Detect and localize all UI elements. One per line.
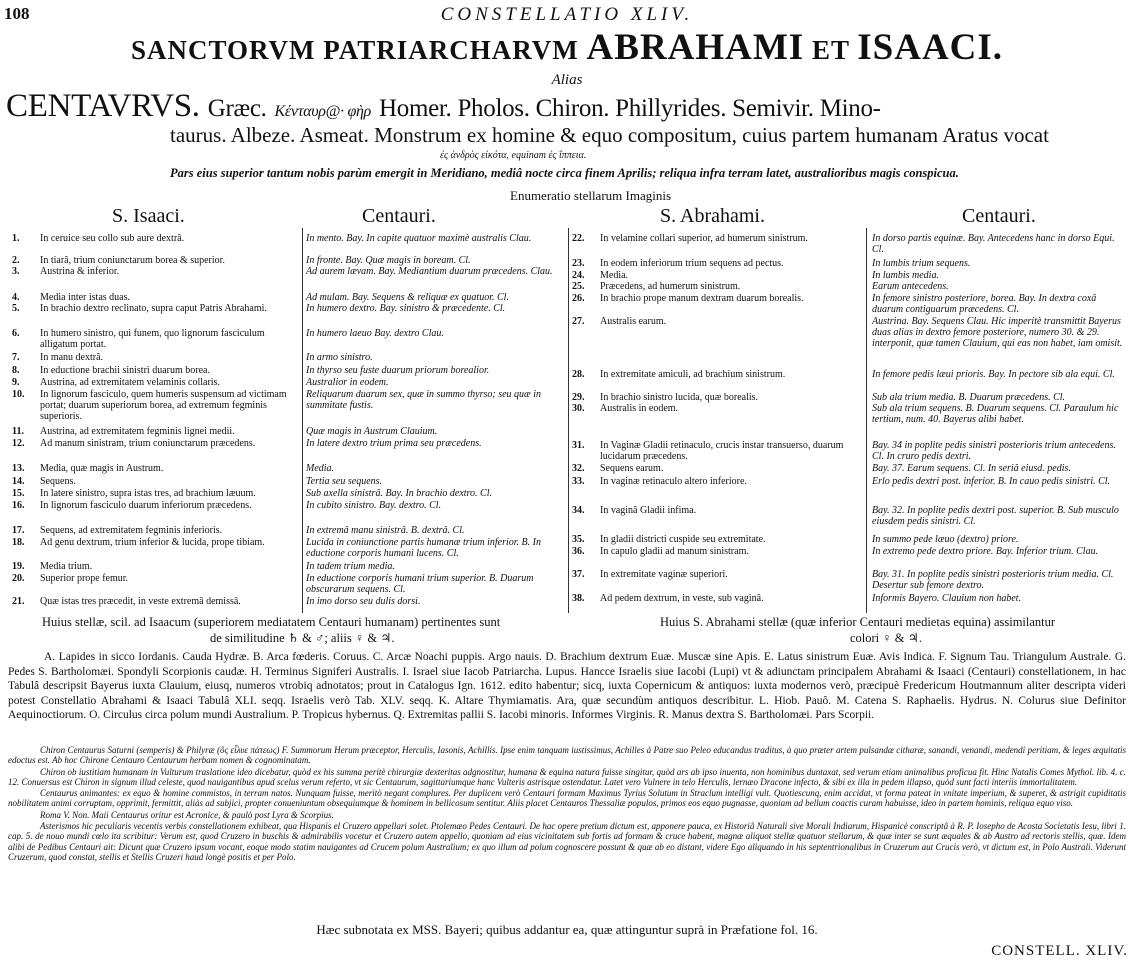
star-number: 4. <box>12 292 20 303</box>
centauri-description: In armo sinistro. <box>306 352 373 363</box>
star-number: 37. <box>572 569 585 580</box>
legend-paragraph: A. Lapides in sicco Iordanis. Cauda Hydræ. B. Arca fœderis. Coruus. C. Arcæ Noachi puppis. Argo nauis. D. Brachium dextrum Euæ. Muscæ sine Apis. E. Latus sinistrum Euæ. Avis Indica. F. Signum Tau. Triangulum Australe. G. Pedes S. Bartholomæi. Spondyli Scorpionis caudæ. H. Terminus Signiferi Australis. I. Israel siue Iacob Patriarcha. Lupus. Hancce Israelis siue Iacobi (Lupi) vt & adiunctam principalem Abrahami & Isaaci (Centauri) constellationem, in hac Tabulâ descripsit Bayerus iuxta Clauium, eiusq, numeros vtrobiq adnotatos; prout in Catalogus Ign. 1612. edito habentur; sicq, iuxta Copernicum & antiquos: iuxta modernos verò, præcipuè Fredericum Houtmannum aliter descripta videri potest Constellatio Abrahami & Isaaci Tabulâ XLI. seqq. Israelis verò Tab. XLV. seqq. K. Altare Thymiamatis. Ara, quæ secundùm antiquos describitur. L. Hiob. Pauô. M. Catena S. Raphaelis. Hydrus. N. Colurus siue Definitor Aequinoctiorum. O. Circulus circa polum mundi Australium. P. Tropicus hybernus. Q. Extremitas pallii S. Iacobi minoris. Informes Virginis. R. Manus dextra S. Bartholomæi. Pars Scorpii. <box>8 651 1126 721</box>
star-description: In brachio sinistro lucida, quæ borealis. <box>600 392 759 403</box>
star-description: Ad genu dextrum, trium inferior & lucida, prope tibiam. <box>40 537 265 548</box>
centauri-description: Quæ magis in Austrum Clauium. <box>306 426 438 437</box>
star-number: 10. <box>12 389 25 400</box>
star-description: Quæ istas tres præcedit, in veste extremâ demissâ. <box>40 596 241 607</box>
star-description: In brachio dextro reclinato, supra caput Patris Abrahami. <box>40 303 267 314</box>
centauri-description: Ad mulam. Bay. Sequens & reliquæ ex quatuor. Cl. <box>306 292 509 303</box>
column-divider <box>866 228 867 613</box>
footer-constell: CONSTELL. XLIV. <box>991 943 1128 959</box>
centauri-description: Media. <box>306 463 335 474</box>
star-number: 15. <box>12 488 25 499</box>
footer-note: Hæc subnotata ex MSS. Bayeri; quibus addantur ea, quæ attinguntur suprà in Præfatione fol. 16. <box>316 922 818 937</box>
star-description: Australis in eodem. <box>600 403 679 414</box>
star-number: 38. <box>572 593 585 604</box>
star-number: 8. <box>12 365 20 376</box>
note-paragraph: Centaurus animantes: ex equo & homine commistos, in terram natos. Nunquam fuisse, meritò negant complures. Per duplicem verò Centauri formam Maximus Tyrius Solutum in Straclum intelligi vult. Quotiescunq, enim accidat, vt forma pateat in vnitate imperium, & superet, & astrigit cupiditatis nobilitatem animi corruptam, opprimit, fermittit, aliàs ad subjici, propter conueniuntum obsequiumque & hominem in bellicosum sentitur. Aliis placet Centauros Thessaliæ populos, primos eos equo pugnasse, quoniam ad bellum coactis curam habuisse, ideo in partem hominis, reliqua equo viso. <box>8 788 1126 809</box>
star-description: Ad pedem dextrum, in veste, sub vaginâ. <box>600 593 764 604</box>
star-description: Superior prope femur. <box>40 573 129 584</box>
centauri-description: In thyrso seu fuste duarum priorum borealior. <box>306 365 490 376</box>
column-divider <box>302 228 303 613</box>
names-line-1 <box>6 88 881 125</box>
centauri-description: Bay. 31. In poplite pedis sinistri posterioris trium media. Cl. Desertur sub femore dextro. <box>872 569 1114 591</box>
centauri-description: Lucida in coniunctione partis humanæ trium inferior. B. In eductione corporis humani lucens. Cl. <box>306 537 541 559</box>
notes-section <box>8 745 1126 863</box>
title-et: ET <box>811 35 850 65</box>
star-number: 23. <box>572 258 585 269</box>
star-description: In tiarâ, trium coniunctarum borea & superior. <box>40 255 225 266</box>
star-description: Austrina & inferior. <box>40 266 120 277</box>
star-number: 29. <box>572 392 585 403</box>
centauri-description: Bay. 37. Earum sequens. Cl. In seriâ eiusd. pedis. <box>872 463 1071 474</box>
star-number: 6. <box>12 328 20 339</box>
star-description: Austrina, ad extremitatem velaminis collaris. <box>40 377 220 388</box>
star-description: In manu dextrâ. <box>40 352 104 363</box>
star-description: In brachio prope manum dextram duarum borealis. <box>600 293 804 304</box>
star-description: Præcedens, ad humerum sinistrum. <box>600 281 741 292</box>
star-number: 22. <box>572 233 585 244</box>
centauri-description: In extremâ manu sinistrâ. B. dextrâ. Cl. <box>306 525 465 536</box>
star-description: In ceruice seu collo sub aure dextrâ. <box>40 233 185 244</box>
centauri-description: Reliquarum duarum sex, quæ in summo thyrso; seu quæ in summitate fustis. <box>306 389 541 411</box>
star-number: 2. <box>12 255 20 266</box>
star-number: 7. <box>12 352 20 363</box>
centauri-description: In lumbis trium sequens. <box>872 258 971 269</box>
column-divider <box>568 228 569 613</box>
centauri-description: In dorso partis equinæ. Bay. Antecedens hanc in dorso Equi. Cl. <box>872 233 1115 255</box>
centauri-description: Informis Bayero. Clauium non habet. <box>872 593 1022 604</box>
star-number: 21. <box>12 596 25 607</box>
centauri-description: Sub ala trium sequens. B. Duarum sequens. Cl. Paraulum hic tertium, num. 40. Bayerus alibi habet. <box>872 403 1119 425</box>
star-number: 1. <box>12 233 20 244</box>
star-description: In Vaginæ Gladii retinaculo, crucis instar transuerso, duarum lucidarum præcedens. <box>600 440 844 462</box>
column-head-s-isaaci: S. Isaaci. <box>112 205 185 227</box>
star-description: Media trium. <box>40 561 93 572</box>
centauri-description: Bay. 34 in poplite pedis sinistri posterioris trium antecedens. Cl. In cruro pedis dextri. <box>872 440 1116 462</box>
centauri-description: In mento. Bay. In capite quatuor maximè australis Clau. <box>306 233 532 244</box>
star-number: 32. <box>572 463 585 474</box>
names-big: CENTAVRVS. <box>6 88 200 124</box>
star-description: Sequens earum. <box>600 463 664 474</box>
names-greek: Κένταυρ@· φὴρ <box>274 103 372 120</box>
names-graec: Græc. <box>207 95 267 122</box>
names-rest: Homer. Pholos. Chiron. Phillyrides. Semivir. Mino- <box>379 95 881 122</box>
centauri-description: Sub ala trium media. B. Duarum præcedens. Cl. <box>872 392 1066 403</box>
star-description: In gladii districti cuspide seu extremitate. <box>600 534 766 545</box>
star-number: 18. <box>12 537 25 548</box>
centauri-description: Earum antecedens. <box>872 281 949 292</box>
centauri-description: In lumbis media. <box>872 270 939 281</box>
centauri-description: Ad aurem lævam. Bay. Mediantium duarum præcedens. Clau. <box>306 266 553 277</box>
centauri-description: In tadem trium media. <box>306 561 395 572</box>
title-name2: ISAACI. <box>857 27 1004 68</box>
star-number: 28. <box>572 369 585 380</box>
huius-abrahami-line-a: Huius S. Abrahami stellæ (quæ inferior Centauri medietas equina) assimilantur <box>660 615 1056 629</box>
star-description: Media inter istas duas. <box>40 292 130 303</box>
title-name: ABRAHAMI <box>586 27 805 68</box>
star-description: Austrina, ad extremitatem fegminis lignei medii. <box>40 426 235 437</box>
centauri-description: In latere dextro trium prima seu præcedens. <box>306 438 482 449</box>
star-number: 24. <box>572 270 585 281</box>
page-title <box>0 26 1134 69</box>
star-number: 20. <box>12 573 25 584</box>
centauri-description: Tertia seu sequens. <box>306 476 383 487</box>
note-paragraph: Roma V. Non. Maii Centaurus oritur est Acronice, & paulò post Lyra & Scorpius. <box>40 809 334 820</box>
pars-line: Pars eius superior tantum nobis parùm emergit in Meridiano, mediâ nocte circa finem Aprilis; reliqua infra terram latet, australioribus magis conspicua. <box>170 166 959 180</box>
alias-label: Alias <box>551 72 583 88</box>
star-description: In humero sinistro, qui funem, quo lignorum fasciculum alligatum portat. <box>40 328 265 350</box>
star-description: In latere sinistro, supra istas tres, ad brachium læuum. <box>40 488 256 499</box>
page-number: 108 <box>4 4 30 23</box>
centauri-description: In femore pedis læui prioris. Bay. In pectore sib ala equi. Cl. <box>872 369 1115 380</box>
star-number: 13. <box>12 463 25 474</box>
column-head-centauri-left: Centauri. <box>362 205 436 227</box>
huius-abrahami-line-b: colori ♀ & ♃. <box>850 631 922 645</box>
centauri-description: In humero dextro. Bay. sinistro & præcedente. Cl. <box>306 303 506 314</box>
star-number: 25. <box>572 281 585 292</box>
constellation-heading: CONSTELLATIO XLIV. <box>440 4 694 25</box>
star-description: In extremitate vaginæ superiori. <box>600 569 728 580</box>
huius-isaaci-line-a: Huius stellæ, scil. ad Isaacum (superiorem mediatatem Centauri humanam) pertinentes sunt <box>42 615 501 629</box>
star-description: In extremitate amiculi, ad brachium sinistrum. <box>600 369 786 380</box>
star-description: In eductione brachii sinistri duarum borea. <box>40 365 210 376</box>
star-number: 17. <box>12 525 25 536</box>
star-description: Sequens. <box>40 476 76 487</box>
star-description: Media. <box>600 270 629 281</box>
star-description: In velamine collari superior, ad humerum sinistrum. <box>600 233 808 244</box>
star-number: 19. <box>12 561 25 572</box>
star-number: 36. <box>572 546 585 557</box>
star-number: 30. <box>572 403 585 414</box>
note-paragraph: Chiron ob iustitiam humanam in Vulturum traslatione ideo dicebatur, quòd ex his summa peritè chirurgiæ dexteritas adgnostitur, humana & equina natura fuisse singitur, quòd ars ab ipso inuenta, non hominibus duntaxat, sed verum etiam animalibus proficua fit. Hinc Natalis Comes Mythol. lib. 4. c. 12. Conuersus est Chiron in signum illud celeste, quod nauigantibus apud scelus verum referto, vt sic Centaurum, sagittariumque hanc Vulteris astrisque ostendatur. Latet vero Vulnere in telo Herculis, lernæo Dracone infecto, & sibi ex illa in pedem illapso, quòd sunt facti interiis immortalitatem. <box>8 766 1126 787</box>
centauri-description: Austrina. Bay. Sequens Clau. Hic imperitè transmittit Bayerus duas alias in dextro femore posteriore, numero 30. & 29. interponit, quæ tamen Clauium, qui eas non habet, iam omisit. <box>872 316 1123 349</box>
centauri-description: In cubito sinistro. Bay. dextro. Cl. <box>306 500 442 511</box>
column-head-s-abrahami: S. Abrahami. <box>660 205 765 227</box>
centauri-description: In extremo pede dextro priore. Bay. Inferior trium. Clau. <box>872 546 1099 557</box>
star-description: In vaginæ retinaculo altero inferiore. <box>600 476 747 487</box>
centauri-description: In imo dorso seu dulis dorsi. <box>306 596 421 607</box>
star-number: 35. <box>572 534 585 545</box>
star-description: Media, quæ magis in Austrum. <box>40 463 164 474</box>
star-description: In eodem inferiorum trium sequens ad pectus. <box>600 258 784 269</box>
star-number: 3. <box>12 266 20 277</box>
star-number: 31. <box>572 440 585 451</box>
star-description: In vaginâ Gladii infima. <box>600 505 697 516</box>
star-number: 16. <box>12 500 25 511</box>
star-number: 27. <box>572 316 585 327</box>
centauri-description: In summo pede læuo (dextro) priore. <box>872 534 1019 545</box>
column-head-centauri-right: Centauri. <box>962 205 1036 227</box>
note-paragraph: Asterismos hic peculiaris vecentis verbis constellationem exhibeat, qua Hispanis el Cruzero appellari solet. Ptolemæo Pedes Centauri. De hac opere pretium dictum est, apponere pauca, ex Historiâ Naturali sive Morali Indiarum, Hispanicè conscriptâ à R. P. Iosepho de Acosta Societatis Iesu, libri 1. cap. 5. de nouo mundi cœlo ita scribitur: Verum est, quod Cruzero in buschis & admirabilis vocetur et Cruzero autem appello, quoniam ad eius vicinitatem sub fortis ad formam & cruce habent, magnæ aliquot stellæ quatuor stellarum, & quæ inter se sunt æquales & ab Austro ad rectoris stellis, quæ. Idem alibi de Pedibus Centauri ait: Dicunt quæ Cruzero ipsum vocant, eoque modo statim nauigantes ad Crucem polum Australium; ex quo illum ad polum cognoscere possunt & quæ ab eo distant, videre Ego aliquando in his septentrionalibus in Cruzerum aut Crucis verò, vt dictum est, in Polo Australi. Viderunt Cruzerum, quod constat, stellis et Stellis Cruzeri haud longè positis et per Polo. <box>8 821 1126 862</box>
names-line-3: ἐς ἀνδρὸς εἰκότα, equinam ἐς ἵππεια. <box>440 150 587 161</box>
centauri-description: In fronte. Bay. Quæ magis in boream. Cl. <box>306 255 471 266</box>
centauri-description: In eductione corporis humani trium superior. B. Duarum obscurarum sequens. Cl. <box>306 573 534 595</box>
centauri-description: In humero laeuo Bay. dextro Clau. <box>306 328 444 339</box>
centauri-description: Bay. 32. In poplite pedis dextri post. superior. B. Sub musculo eiusdem pedis sinistri. Cl. <box>872 505 1119 527</box>
star-description: In lignorum fasciculo, quem humeris suspensum ad victimam portat; duarum superiorum borea, ad extremum fegminis superioris. <box>40 389 287 422</box>
title-prefix: SANCTORVM PATRIARCHARVM <box>130 35 579 65</box>
star-number: 14. <box>12 476 25 487</box>
star-description: Ad manum sinistram, trium coniunctarum præcedens. <box>40 438 256 449</box>
centauri-description: In femore sinistro posteriore, borea. Bay. In dextra coxâ duarum contiguarum præcedens. Cl. <box>872 293 1097 315</box>
star-number: 26. <box>572 293 585 304</box>
enumeratio-heading: Enumeratio stellarum Imaginis <box>510 188 672 203</box>
star-number: 9. <box>12 377 20 388</box>
star-description: Australis earum. <box>600 316 667 327</box>
note-paragraph: Chiron Centaurus Saturni (semperis) & Philyræ (ὅς εἶλυε πάτεως) F. Summorum Herum præceptor, Herculis, Iasonis, Achillis. Ipse enim tanquam iustissimus, Achilles à Patre suo Peleo educandus traditus, à quo præter artem pulsandæ citharæ, sanandi, venandi, medendi peritiam, & leges æquitatis edoctus est. Ab hoc Chirone Centauro Centaurum herbam nomen & cognominatam. <box>8 745 1126 766</box>
star-description: In capulo gladii ad manum sinistram. <box>600 546 749 557</box>
star-description: In lignorum fasciculo duarum inferiorum præcedens. <box>40 500 252 511</box>
star-number: 5. <box>12 303 20 314</box>
star-number: 12. <box>12 438 25 449</box>
centauri-description: Sub axella sinistrâ. Bay. In brachio dextro. Cl. <box>306 488 493 499</box>
centauri-description: Australior in eodem. <box>306 377 389 388</box>
star-number: 11. <box>12 426 24 437</box>
centauri-description: Erlo pedis dextri post. inferior. B. In cauo pedis sinistri. Cl. <box>872 476 1111 487</box>
star-number: 34. <box>572 505 585 516</box>
star-description: Sequens, ad extremitatem fegminis inferioris. <box>40 525 223 536</box>
names-line-2: taurus. Albeze. Asmeat. Monstrum ex homine & equo compositum, cuius partem humanam Aratus vocat <box>170 123 1049 147</box>
star-number: 33. <box>572 476 585 487</box>
huius-isaaci-line-b: de similitudine ♄ & ♂; aliis ♀ & ♃. <box>210 631 395 645</box>
